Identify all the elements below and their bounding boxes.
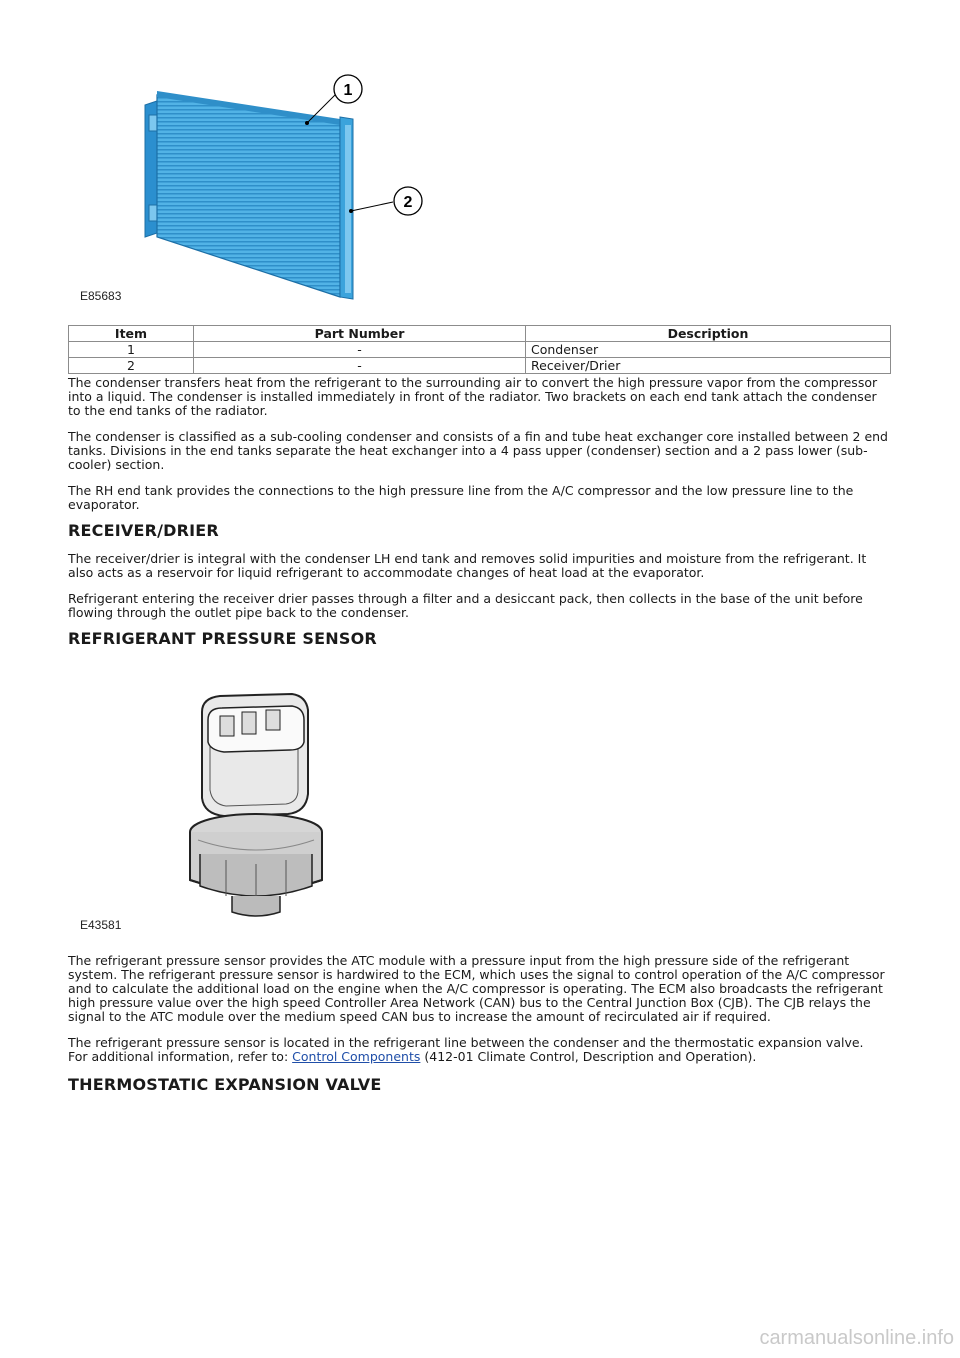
pressure-sensor-illustration xyxy=(180,690,330,920)
paragraph: The condenser transfers heat from the refrigerant to the surrounding air to convert the high pressure vapor from the compressor into a liquid. The condenser is installed immediately in front of the radiator. Two brackets on each end tank attach the condenser to the end tanks of the radiator. xyxy=(68,375,878,418)
cell-description: Condenser xyxy=(526,342,891,358)
parts-table xyxy=(68,325,891,374)
cell-part-number: - xyxy=(194,342,526,358)
reference-suffix: (412-01 Climate Control, Description and Operation). xyxy=(420,1049,757,1064)
paragraph xyxy=(68,1036,893,1064)
figure-label-e43581: E43581 xyxy=(80,918,122,932)
paragraph: The refrigerant pressure sensor provides the ATC module with a pressure input from the high pressure side of the refrigerant system. The refrigerant pressure sensor is hardwired to the ECM, which uses the signal to control operation of the A/C compressor and to calculate the additional load on the engine when the A/C compressor is operating. The ECM also broadcasts the refrigerant high pressure value over the high speed Controller Area Network (CAN) bus to the Central Junction Box (CJB). The CJB relays the signal to the ATC module over the medium speed CAN bus to increase the amount of recirculated air if required. xyxy=(68,953,885,1024)
paragraph: Refrigerant entering the receiver drier passes through a filter and a desiccant pack, then collects in the base of the unit before flowing through the outlet pipe back to the condenser. xyxy=(68,591,863,620)
heading-refrigerant-pressure-sensor: REFRIGERANT PRESSURE SENSOR xyxy=(68,629,377,648)
cell-part-number: - xyxy=(194,358,526,374)
cell-item: 2 xyxy=(69,358,194,374)
paragraph: The RH end tank provides the connections to the high pressure line from the A/C compressor and the low pressure line to the evaporator. xyxy=(68,483,854,512)
callout-2: 2 xyxy=(403,194,413,211)
table-header-row xyxy=(69,326,891,342)
heading-thermostatic-expansion-valve: THERMOSTATIC EXPANSION VALVE xyxy=(68,1075,382,1094)
paragraph: The receiver/drier is integral with the condenser LH end tank and removes solid impurities and moisture from the refrigerant. It also acts as a reservoir for liquid refrigerant to accommodate changes of heat load at the evaporator. xyxy=(68,551,867,580)
paragraph: The condenser is classified as a sub-cooling condenser and consists of a fin and tube heat exchanger core installed between 2 end tanks. Divisions in the end tanks separate the heat exchanger into a 4 pass upper (condenser) section and a 2 pass lower (sub-cooler) section. xyxy=(68,429,888,472)
heading-receiver-drier: RECEIVER/DRIER xyxy=(68,521,219,540)
table-row xyxy=(69,342,891,358)
header-part-number: Part Number xyxy=(194,326,526,342)
sensor-description xyxy=(68,954,893,1106)
sensor-location-text: The refrigerant pressure sensor is located in the refrigerant line between the condenser and the thermostatic expansion valve. xyxy=(68,1035,864,1050)
condenser-illustration xyxy=(135,65,445,305)
condenser-description xyxy=(68,376,893,660)
figure-label-e85683: E85683 xyxy=(80,289,122,303)
table-row xyxy=(69,358,891,374)
watermark: carmanualsonline.info xyxy=(759,1327,954,1349)
header-item: Item xyxy=(69,326,194,342)
cell-description: Receiver/Drier xyxy=(526,358,891,374)
reference-prefix: For additional information, refer to: xyxy=(68,1049,293,1064)
callout-1: 1 xyxy=(343,82,353,99)
cell-item: 1 xyxy=(69,342,194,358)
header-description: Description xyxy=(526,326,891,342)
control-components-link[interactable]: Control Components xyxy=(292,1049,421,1064)
